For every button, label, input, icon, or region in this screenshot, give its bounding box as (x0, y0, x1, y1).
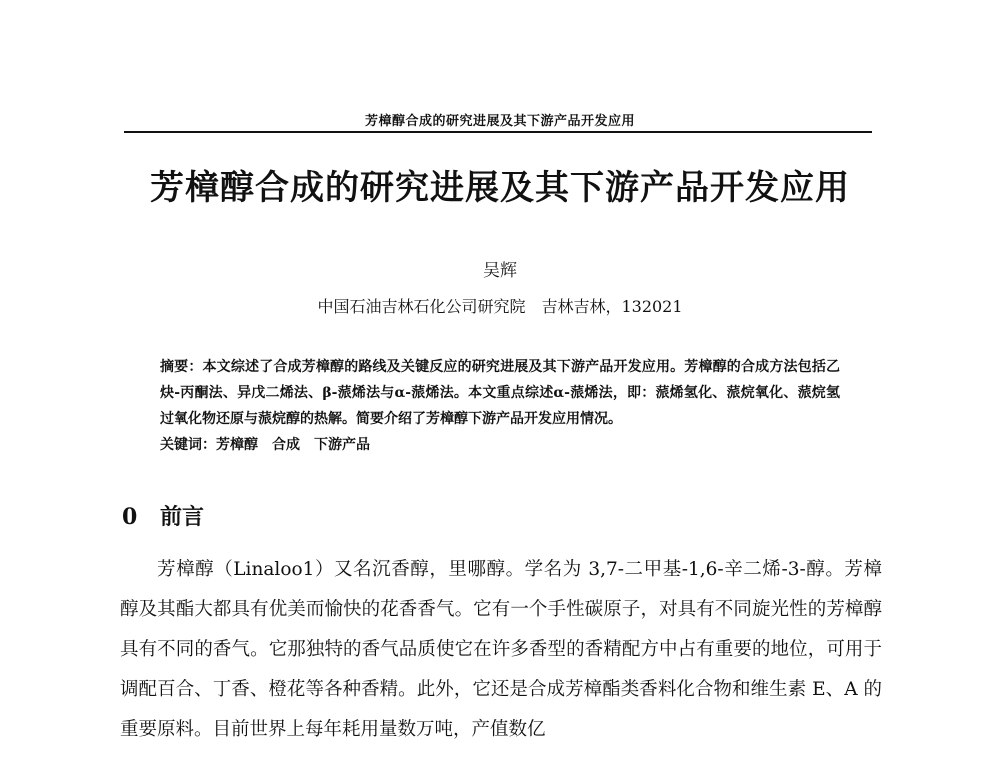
keywords-text: 芳樟醇 合成 下游产品 (216, 437, 370, 453)
section-title: 前言 (160, 504, 205, 530)
paper-title: 芳樟醇合成的研究进展及其下游产品开发应用 (150, 168, 850, 208)
running-header: 芳樟醇合成的研究进展及其下游产品开发应用 (364, 114, 635, 129)
section-heading (122, 500, 204, 531)
keywords-label: 关键词： (160, 437, 216, 453)
header-rule (124, 131, 872, 133)
author: 吴辉 (483, 261, 517, 281)
abstract-text: 本文综述了合成芳樟醇的路线及关键反应的研究进展及其下游产品开发应用。芳樟醇的合成方法包括乙炔-丙酮法、异戊二烯法、β-蒎烯法与α-蒎烯法。本文重点综述α-蒎烯法，即：蒎烯氢化、蒎烷氧化、蒎烷氢过氧化物还原与蒎烷醇的热解。简要介绍了芳樟醇下游产品开发应用情况。 (160, 359, 841, 427)
affiliation: 中国石油吉林石化公司研究院 吉林吉林，132021 (317, 297, 683, 316)
keywords (160, 432, 840, 458)
body-paragraph: 芳樟醇（Linaloo1）又名沉香醇，里哪醇。学名为 3,7-二甲基-1,6-辛二烯-3-醇。芳樟醇及其酯大都具有优美而愉快的花香香气。它有一个手性碳原子，对具有不同旋光性的芳樟醇具有不同的香气。它那独特的香气品质使它在许多香型的香精配方中占有重要的地位，可用于调配百合、丁香、橙花等各种香精。此外，它还是合成芳樟酯类香料化合物和维生素 E、A 的重要原料。目前世界上每年耗用量数万吨，产值数亿 (120, 559, 882, 740)
section-number: 0 (122, 504, 138, 530)
abstract (160, 354, 840, 432)
abstract-label: 摘要： (160, 359, 203, 375)
